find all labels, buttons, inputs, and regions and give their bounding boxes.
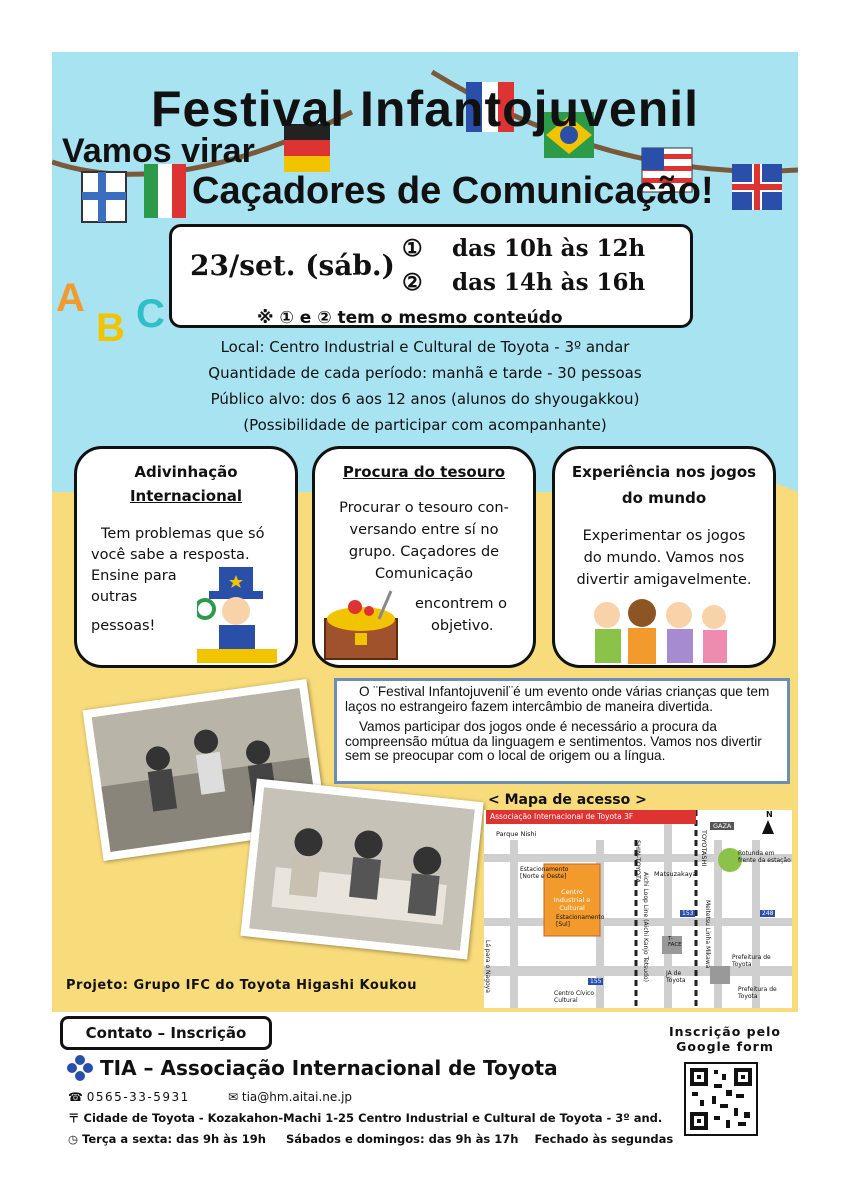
contact-label: Contato – Inscrição — [60, 1016, 272, 1050]
map-label-north: N — [766, 810, 773, 819]
hours-row — [68, 1132, 673, 1146]
activity-title-line-2: Internacional — [129, 487, 243, 505]
activity-text: objetivo. — [431, 618, 494, 634]
session-2-time: das 14h às 16h — [452, 269, 646, 296]
event-date: 23/set. (sáb.) — [190, 249, 395, 282]
flag-italy-icon — [144, 164, 186, 218]
project-credit: Projeto: Grupo IFC do Toyota Higashi Koukou — [66, 978, 418, 993]
map-label-t-face: T-FACE — [668, 936, 682, 948]
phone-number[interactable]: 0565-33-5931 — [86, 1090, 190, 1104]
description-paragraph-2: Vamos participar dos jogos onde é necessário a procura da compreensão mútua da linguagem e sentimentos. Vamos nos divertir sem se preocupar com o local de origem ou a língua. — [345, 719, 762, 763]
clock-icon: ◷ — [68, 1132, 79, 1146]
map-label-prefeitura-2: Prefeitura de Toyota — [738, 986, 777, 1000]
map-label-prefeitura: Prefeitura de Toyota — [732, 954, 771, 968]
detail-location: Local: Centro Industrial e Cultural de Toyota - 3º andar — [220, 338, 630, 356]
map-label-parque: Parque Nishi — [496, 830, 537, 838]
map-label-rotunda: Rotunda em frente da estação — [738, 850, 791, 864]
session-1 — [402, 235, 645, 262]
address-text: Cidade de Toyota - Kozakahon-Machi 1-25 Centro Industrial e Cultural de Toyota - 3º and. — [83, 1111, 663, 1125]
flag-uk-icon — [732, 164, 782, 210]
schedule-note: ※ ① e ② tem o mesmo conteúdo — [257, 308, 563, 328]
session-1-time: das 10h às 12h — [452, 235, 646, 262]
description-paragraph-1: O ¨Festival Infantojuvenil¨é um evento onde várias crianças que tem laços no estrangeiro fazem intercâmbio de maneira divertida. — [345, 684, 770, 714]
qr-label-line-1: Inscrição pelo — [669, 1024, 781, 1039]
activity-text: você sabe a resposta. — [91, 547, 250, 563]
phone-icon: ☎ — [68, 1090, 83, 1104]
map-label-giza: GAZA — [710, 822, 734, 830]
event-details — [52, 334, 798, 438]
access-map — [484, 810, 792, 1008]
envelope-icon: ✉ — [228, 1090, 239, 1104]
postal-mark-icon: 〒 — [68, 1111, 80, 1125]
session-1-number: ① — [402, 235, 423, 262]
activity-title-line-2: do mundo — [621, 489, 707, 507]
event-photo-2 — [240, 779, 483, 960]
map-label-ja: JA de Toyota — [666, 970, 686, 984]
detail-companion: (Possibilidade de participar com acompanhante) — [243, 416, 607, 434]
map-title: < Mapa de acesso > — [488, 792, 647, 808]
photo-activity-image — [249, 787, 475, 950]
treasure-chest-illustration — [319, 589, 411, 665]
qr-code[interactable] — [684, 1062, 758, 1136]
flag-finland-icon — [82, 172, 126, 222]
qr-code-pattern-icon — [686, 1064, 756, 1134]
map-label-route-248: 248 — [762, 910, 774, 917]
map-label-nagoya: Lá para o Nagoya — [484, 940, 491, 993]
activity-title-line-1: Experiência nos jogos — [571, 463, 757, 481]
activity-text: grupo. Caçadores de — [348, 544, 500, 560]
map-label-route-155: 155 — [590, 978, 602, 985]
activity-title: Procura do tesouro — [342, 463, 506, 481]
activity-text: Procurar o tesouro con- — [339, 500, 509, 516]
letter-c: C — [136, 292, 165, 336]
map-label-estacionamento-sul: Estacionamento [Sul] — [556, 914, 605, 928]
activity-text: Experimentar os jogos — [582, 528, 746, 544]
map-banner: Associação Internacional de Toyota 3F — [486, 810, 696, 824]
email-row — [228, 1090, 352, 1104]
activity-text: Tem problemas que só — [101, 526, 265, 542]
poster — [52, 52, 798, 1012]
activity-title-line-1: Adivinhação — [134, 463, 238, 481]
map-label-shin-toyota: SHIN-TOYOTA — [634, 840, 642, 883]
hours-text: Terça a sexta: das 9h às 19h Sábados e domingos: das 9h às 17h Fechado às segundas — [82, 1132, 674, 1146]
map-label-centro-civico: Centro Cívico Cultural — [554, 990, 594, 1004]
email-address[interactable]: tia@hm.aitai.ne.jp — [241, 1090, 353, 1104]
activity-card-treasure — [312, 446, 536, 668]
org-name: TIA – Associação Internacional de Toyota — [100, 1056, 558, 1080]
poster-title: Festival Infantojuvenil — [150, 81, 700, 137]
tia-logo-icon — [66, 1054, 94, 1082]
letter-a: A — [56, 276, 85, 320]
activity-text: outras — [91, 589, 138, 605]
detail-audience: Público alvo: dos 6 aos 12 anos (alunos do shyougakkou) — [210, 390, 640, 408]
magician-boy-illustration — [197, 565, 279, 663]
activity-text: Comunicação — [374, 566, 474, 582]
map-label-route-153: 153 — [682, 910, 694, 917]
qr-label-line-2: Google form — [676, 1039, 774, 1054]
letter-b: B — [96, 306, 125, 350]
activity-text: divertir amigavelmente. — [576, 572, 752, 588]
activity-card-games — [552, 446, 776, 668]
map-label-centro: Centro Industrial e Cultural — [553, 888, 591, 912]
qr-label — [650, 1024, 800, 1054]
subtitle-line-1: Vamos virar — [62, 132, 255, 170]
map-label-matsuzakaya: Matsuzakaya — [654, 870, 697, 878]
map-label-toyotashi: TOYOTASHI — [700, 830, 708, 867]
activity-text: pessoas! — [91, 618, 156, 634]
phone-row — [68, 1090, 190, 1104]
address-row — [68, 1110, 662, 1126]
session-2-number: ② — [402, 269, 423, 296]
session-2 — [402, 269, 645, 296]
activity-text: encontrem o — [415, 596, 507, 612]
activity-text: versando entre sí no — [349, 522, 499, 538]
activity-text: do mundo. Vamos nos — [583, 550, 745, 566]
map-label-meitetsu: Meitetsu Linha Mikawa — [704, 900, 711, 969]
activity-text: Ensine para — [91, 568, 177, 584]
children-group-illustration — [587, 595, 737, 665]
activity-card-quiz — [74, 446, 298, 668]
event-description — [334, 678, 790, 784]
map-label-estacionamento-norte: Estacionamento [Norte e Oeste] — [520, 866, 569, 880]
map-label-aichi-loop: Aichi Loop Line (Aichi Kanjo Tetsudo) — [642, 872, 649, 982]
subtitle-line-2: Caçadores de Comunicação! — [192, 170, 714, 212]
detail-capacity: Quantidade de cada período: manhã e tarde - 30 pessoas — [208, 364, 642, 382]
